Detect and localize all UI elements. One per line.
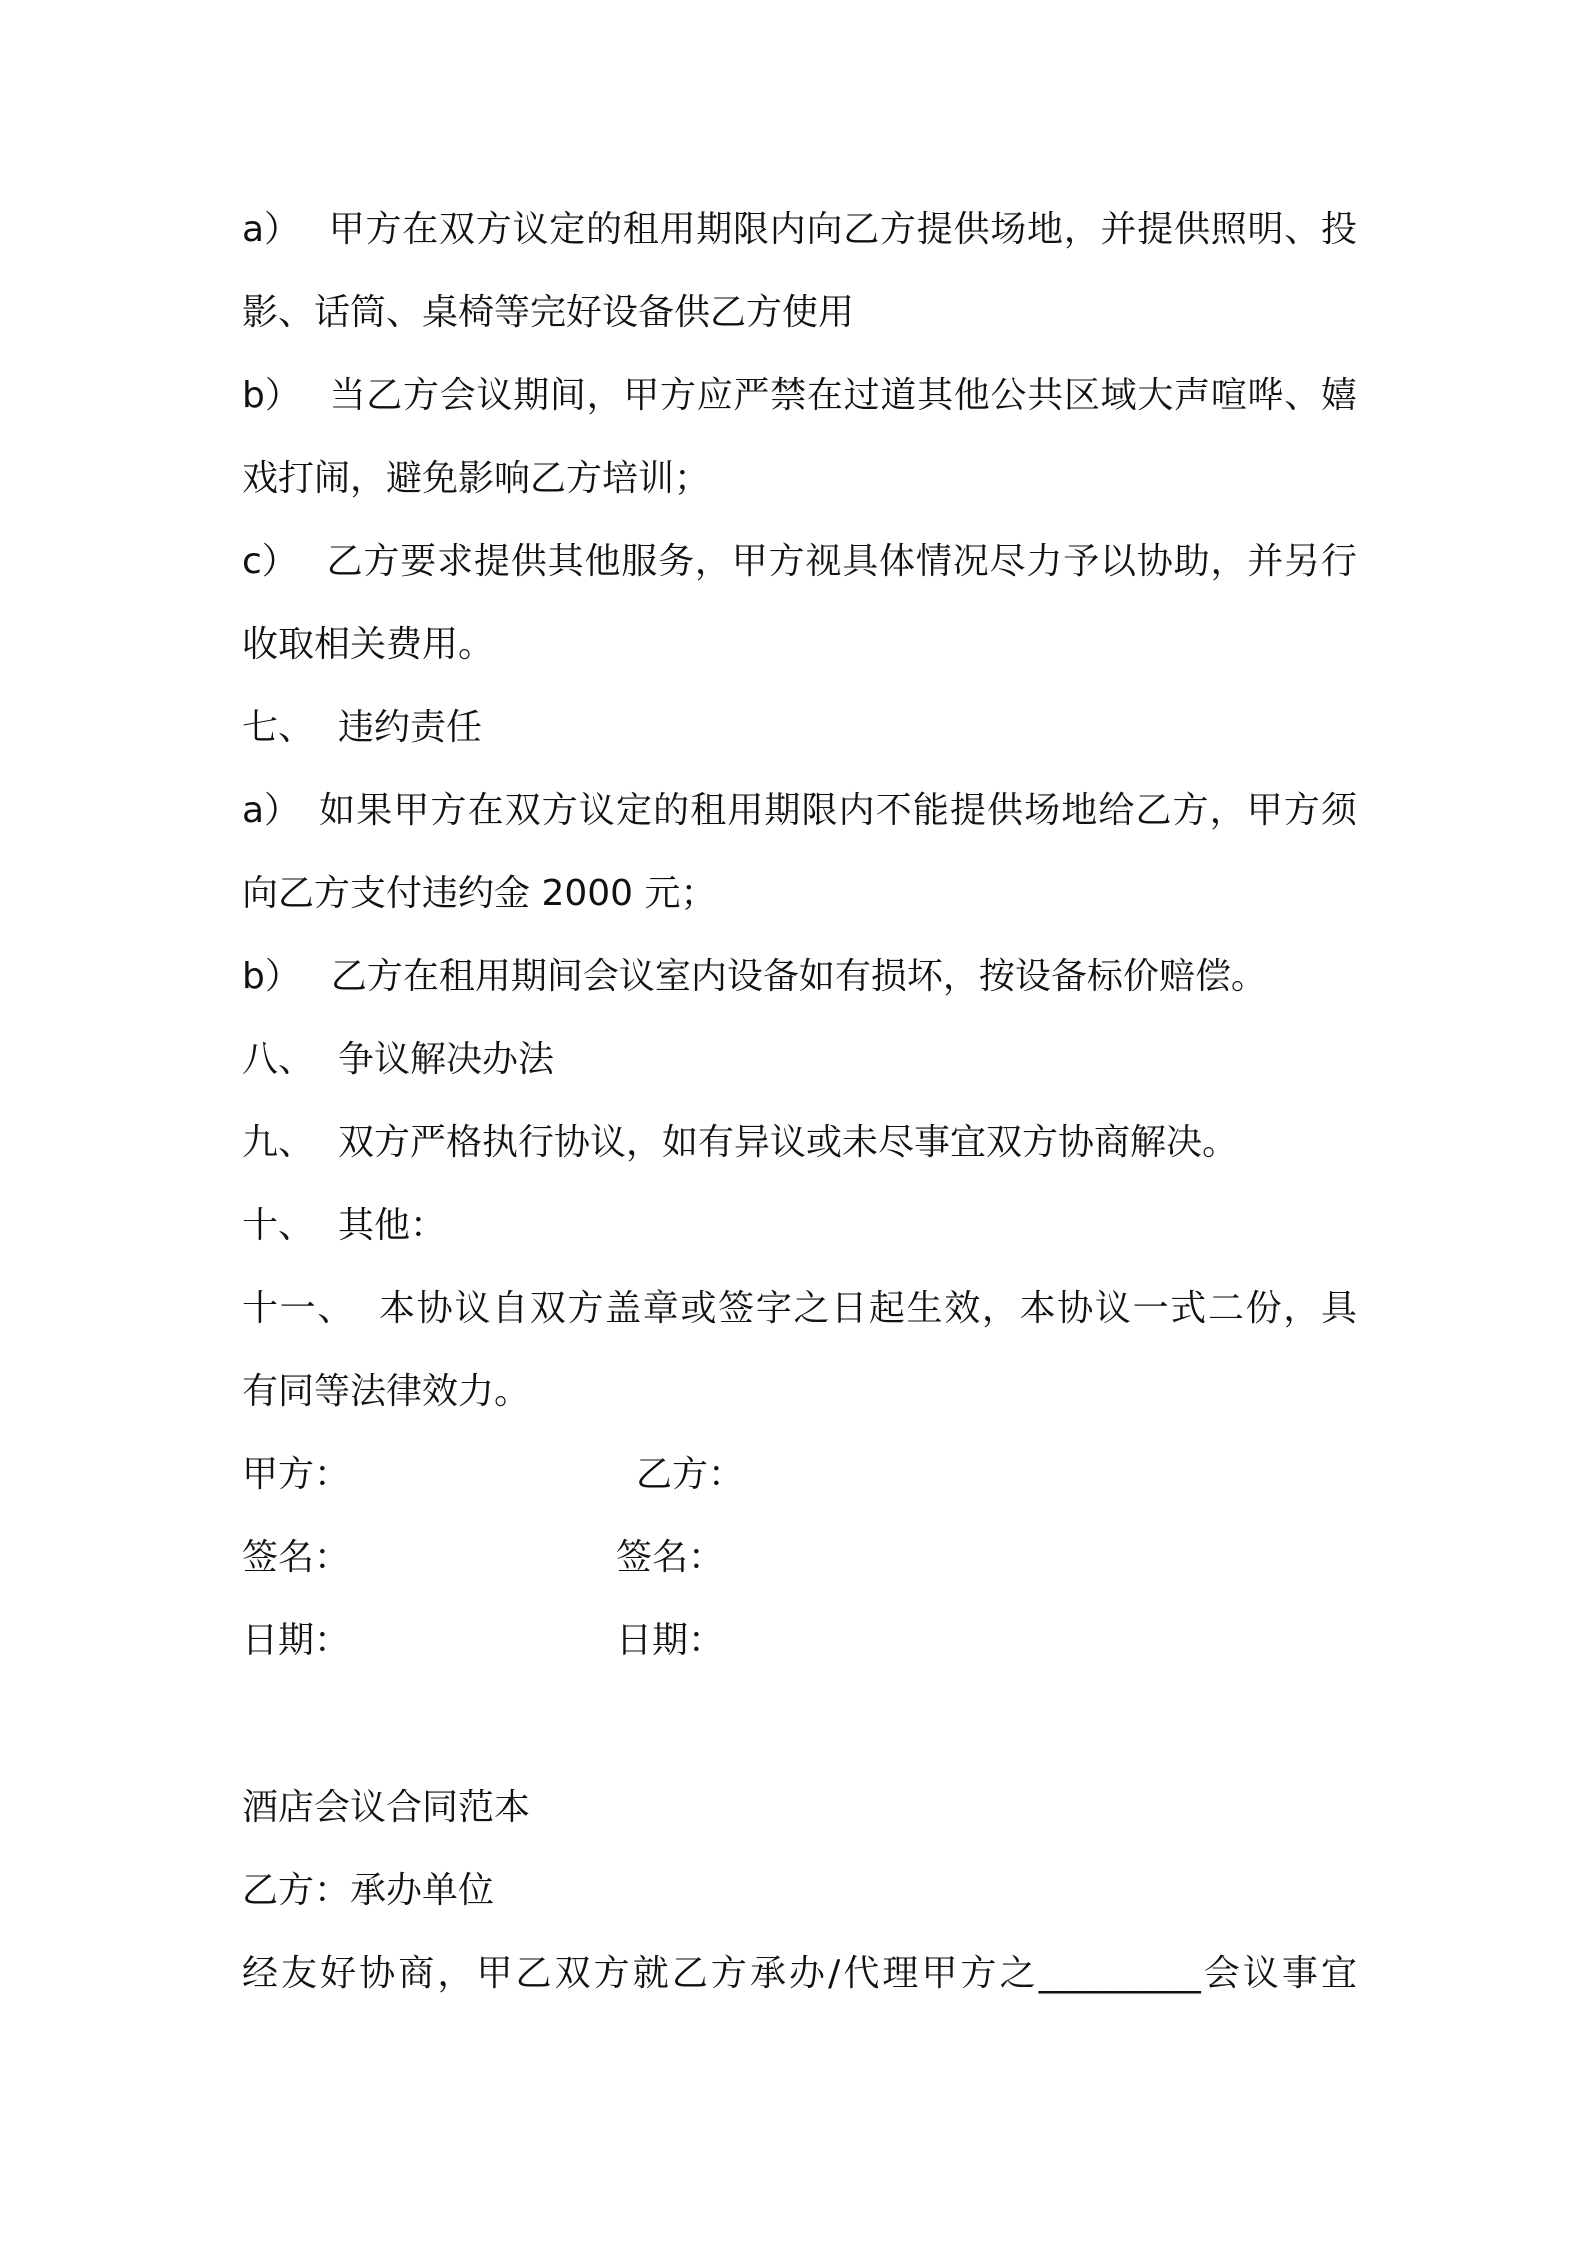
section-7-b-marker: b） bbox=[242, 956, 301, 997]
section-10-marker: 十、 bbox=[242, 1205, 315, 1246]
section-7-heading bbox=[242, 706, 1357, 750]
next-doc-party-b: 乙方：承办单位 bbox=[242, 1870, 495, 1911]
section-11-text: 本协议自双方盖章或签字之日起生效，本协议一式二份，具 bbox=[379, 1288, 1357, 1329]
next-doc-intro: 经友好协商，甲乙双方就乙方承办/代理甲方之_________会议事宜 bbox=[242, 1953, 1357, 1994]
clause-b-line2: 戏打闹，避免影响乙方培训； bbox=[242, 458, 711, 499]
section-8-heading bbox=[242, 1038, 1357, 1082]
date-a-label: 日期： bbox=[242, 1620, 351, 1661]
section-8-title: 争议解决办法 bbox=[338, 1039, 555, 1080]
section-9-line bbox=[242, 1121, 1357, 1165]
section-11-line2: 有同等法律效力。 bbox=[242, 1371, 531, 1412]
clause-a-line1 bbox=[242, 208, 1357, 252]
clause-a-marker: a） bbox=[242, 209, 301, 250]
clause-a-text: 甲方在双方议定的租用期限内向乙方提供场地，并提供照明、投 bbox=[328, 209, 1357, 250]
date-b-label: 日期： bbox=[616, 1620, 725, 1661]
section-10-line bbox=[242, 1204, 1357, 1248]
signature-b-label: 签名： bbox=[616, 1537, 725, 1578]
clause-b-line1 bbox=[242, 374, 1357, 418]
clause-c-marker: c） bbox=[242, 541, 298, 582]
clause-c-line2: 收取相关费用。 bbox=[242, 624, 495, 665]
next-doc-title: 酒店会议合同范本 bbox=[242, 1787, 531, 1828]
party-a-label: 甲方： bbox=[242, 1454, 351, 1495]
section-7-marker: 七、 bbox=[242, 707, 315, 748]
section-7-b-text: 乙方在租用期间会议室内设备如有损坏，按设备标价赔偿。 bbox=[330, 956, 1267, 997]
clause-c-line1 bbox=[242, 540, 1357, 584]
section-9-text: 双方严格执行协议，如有异议或未尽事宜双方协商解决。 bbox=[338, 1122, 1239, 1163]
clause-b-marker: b） bbox=[242, 375, 301, 416]
section-9-marker: 九、 bbox=[242, 1122, 315, 1163]
clause-b-text: 当乙方会议期间，甲方应严禁在过道其他公共区域大声喧哗、嬉 bbox=[328, 375, 1357, 416]
clause-c-text: 乙方要求提供其他服务，甲方视具体情况尽力予以协助，并另行 bbox=[325, 541, 1357, 582]
section-7-a-line1 bbox=[242, 789, 1357, 833]
section-11-line1 bbox=[242, 1287, 1357, 1331]
signature-a-label: 签名： bbox=[242, 1537, 351, 1578]
section-7-a-line2: 向乙方支付违约金 2000 元； bbox=[242, 873, 717, 914]
clause-a-line2: 影、话筒、桌椅等完好设备供乙方使用 bbox=[242, 292, 855, 333]
section-10-text: 其他： bbox=[338, 1205, 447, 1246]
section-7-a-text: 如果甲方在双方议定的租用期限内不能提供场地给乙方，甲方须 bbox=[318, 790, 1357, 831]
section-7-a-marker: a） bbox=[242, 790, 301, 831]
section-7-title: 违约责任 bbox=[338, 707, 483, 748]
section-11-marker: 十一、 bbox=[242, 1288, 356, 1329]
section-8-marker: 八、 bbox=[242, 1039, 315, 1080]
party-b-label: 乙方： bbox=[636, 1454, 745, 1495]
section-7-b-line bbox=[242, 955, 1357, 999]
